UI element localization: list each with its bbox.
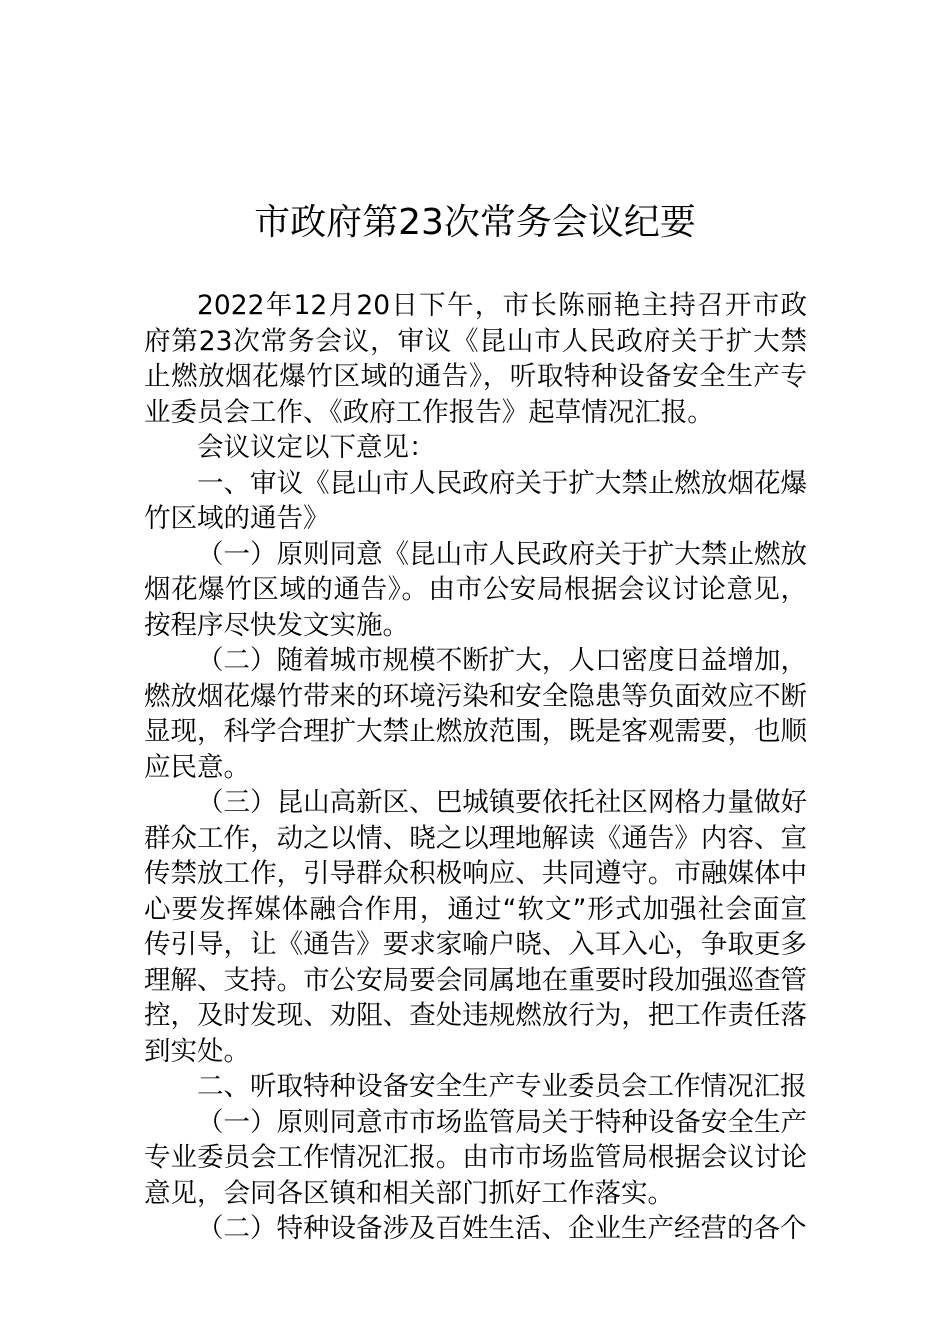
paragraph-2-2: （二）特种设备涉及百姓生活、企业生产经营的各个 xyxy=(197,1213,807,1244)
paragraph-1-1: （一）原则同意《昆山市人民政府关于扩大禁止燃放烟花爆竹区域的通告》。由市公安局根据会议讨论意见，按程序尽快发文实施。 xyxy=(144,538,807,641)
paragraph-opinions-heading: 会议议定以下意见： xyxy=(197,432,436,463)
paragraph-1-2: （二）随着城市规模不断扩大，人口密度日益增加，燃放烟花爆竹带来的环境污染和安全隐患等负面效应不断显现，科学合理扩大禁止燃放范围，既是客观需要，也顺应民意。 xyxy=(144,645,807,783)
paragraph-1-3: （三）昆山高新区、巴城镇要依托社区网格力量做好群众工作，动之以情、晓之以理地解读《通告》内容、宣传禁放工作，引导群众积极响应、共同遵守。市融媒体中心要发挥媒体融合作用，通过“软文”形式加强社会面宣传引导，让《通告》要求家喻户晓、入耳入心，争取更多理解、支持。市公安局要会同属地在重要时段加强巡查管控，及时发现、劝阻、查处违规燃放行为，把工作责任落到实处。 xyxy=(144,787,807,1067)
section-heading-1: 一、审议《昆山市人民政府关于扩大禁止燃放烟花爆竹区域的通告》 xyxy=(144,467,807,534)
section-heading-2: 二、听取特种设备安全生产专业委员会工作情况汇报 xyxy=(197,1071,807,1102)
paragraph-2-1: （一）原则同意市市场监管局关于特种设备安全生产专业委员会工作情况汇报。由市市场监管局根据会议讨论意见，会同各区镇和相关部门抓好工作落实。 xyxy=(144,1106,807,1209)
paragraph-intro: 2022年12月20日下午，市长陈丽艳主持召开市政府第23次常务会议，审议《昆山市人民政府关于扩大禁止燃放烟花爆竹区域的通告》，听取特种设备安全生产专业委员会工作、《政府工作报告》起草情况汇报。 xyxy=(144,290,807,428)
document-title: 市政府第23次常务会议纪要 xyxy=(254,202,696,243)
document-body xyxy=(144,288,807,1247)
